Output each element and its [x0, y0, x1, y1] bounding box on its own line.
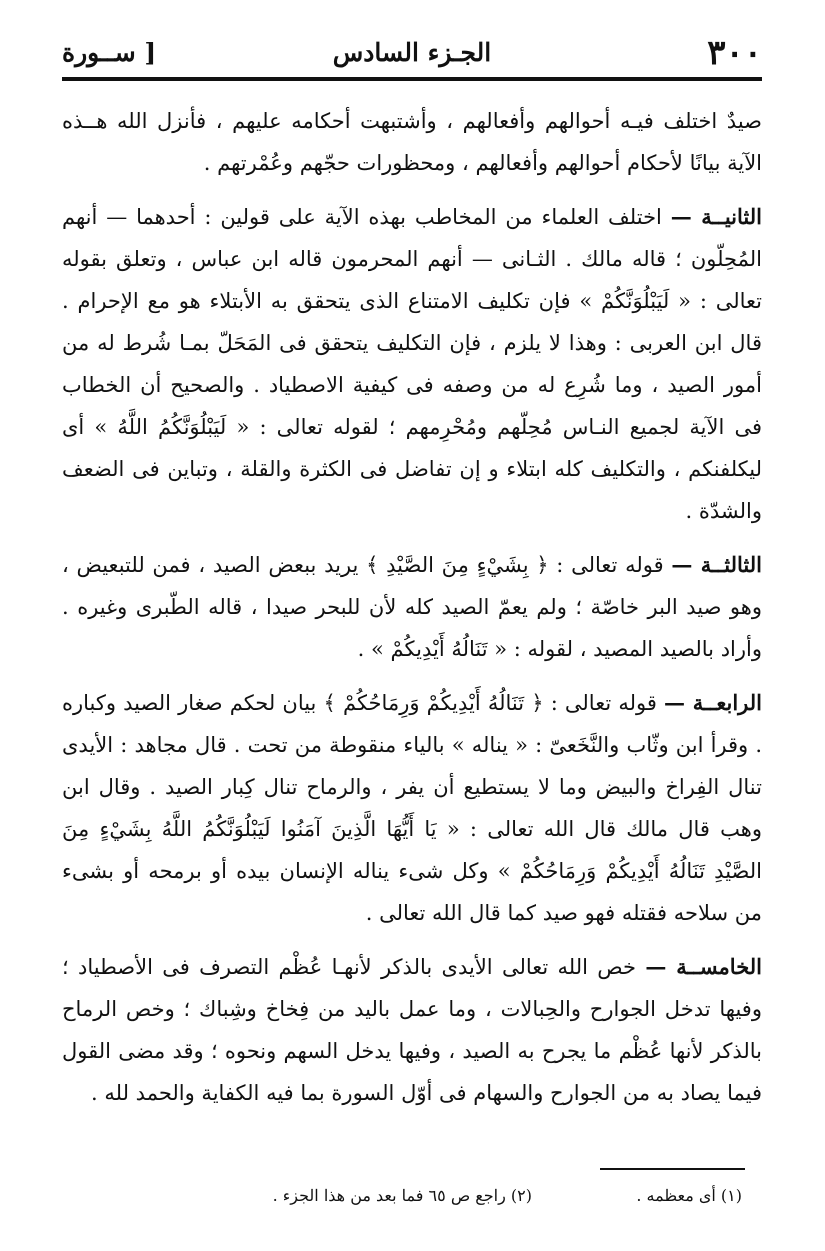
- footnote-divider: [600, 1168, 745, 1170]
- section-heading: الرابعــة —: [664, 690, 762, 715]
- paragraph-text: قوله تعالى : ﴿ تَنَالُهُ أَيْدِيكُمْ وَرِمَاحُكُمْ ﴾ بيان لحكم صغار الصيد وكباره . وقرأ ابن وثّاب والنَّخَعىّ : « يناله » بالياء منقوطة من تحت . قال مجاهد : الأيدى تنال الفِراخ والبيض وما لا يستطيع أن يفر ، والرماح تنال كِبار الصيد . وقال ابن وهب قال مالك قال الله تعالى : « يَا أَيُّهَا الَّذِينَ آمَنُوا لَيَبْلُوَنَّكُمُ اللَّهُ بِشَيْءٍ مِنَ الصَّيْدِ تَنَالُهُ أَيْدِيكُمْ وَرِمَاحُكُمْ » وكل شىء يناله الإنسان بيده أو برمحه أو بشىء من سلاحه فقتله فهو صيد كما قال الله تعالى .: [62, 691, 762, 925]
- body-text: [62, 100, 762, 1126]
- paragraph-second: [62, 196, 762, 532]
- paragraph-text: خص الله تعالى الأيدى بالذكر لأنهـا عُظْم التصرف فى الأصطياد ؛ وفيها تدخل الجوارح والحِبالات ، وما عمل باليد من فِخاخ وشِباك ؛ وخص الرماح بالذكر لأنها عُظْم ما يجرح به الصيد ، وفيها يدخل السهم ونحوه ؛ وقد مضى القول فيما يصاد به من الجوارح والسهام فى أوّل السورة بما فيه الكفاية والحمد لله .: [62, 955, 762, 1105]
- footnote-1: (١) أى معظمه .: [636, 1186, 742, 1205]
- paragraph-fourth: [62, 682, 762, 934]
- footnotes: [62, 1178, 742, 1218]
- section-heading: الثانيــة —: [670, 204, 762, 229]
- page-header: [62, 30, 762, 76]
- paragraph-text: صيدٌ اختلف فيـه أحوالهم وأفعالهم ، وأشتبهت أحكامه عليهم ، فأنزل الله هــذه الآية بيانًا لأحكام أحوالهم وأفعالهم ، ومحظورات حجّهم وعُمْرتهم .: [62, 109, 762, 175]
- paragraph-text: اختلف العلماء من المخاطب بهذه الآية على قولين : أحدهما — أنهم المُحِلّون ؛ قاله مالك . الثـانى — أنهم المحرمون قاله ابن عباس ، وتعلق بقوله تعالى : « لَيَبْلُوَنَّكُمْ » فإن تكليف الامتناع الذى يتحقق به الأبتلاء هو مع الإحرام . قال ابن العربى : وهذا لا يلزم ، فإن التكليف يتحقق فى المَحَلّ بمـا شُرط له من أمور الصيد ، وما شُرِع له من وصفه فى كيفية الاصطياد . والصحيح أن الخطاب فى الآية لجميع النـاس مُحِلّهم ومُحْرِمهم ؛ لقوله تعالى : « لَيَبْلُوَنَّكُمُ اللَّهُ » أى ليكلفنكم ، والتكليف كله ابتلاء و إن تفاضل فى الكثرة والقلة ، وتباين فى الضعف والشدّة .: [62, 205, 762, 523]
- header-divider: [62, 77, 762, 81]
- page-number: ٣٠٠: [707, 33, 762, 73]
- running-title: الجـزء السادس: [332, 38, 492, 67]
- section-heading: الخامســة —: [645, 954, 762, 979]
- paragraph-text: قوله تعالى : ﴿ بِشَيْءٍ مِنَ الصَّيْدِ ﴾ يريد ببعض الصيد ، فمن للتبعيض ، وهو صيد البر خاصّة ؛ ولم يعمّ الصيد كله لأن للبحر صيدا ، قاله الطّبرى وغيره . وأراد بالصيد المصيد ، لقوله : « تَنَالُهُ أَيْدِيكُمْ » .: [62, 553, 762, 661]
- section-heading: الثالثــة —: [671, 552, 762, 577]
- paragraph-third: [62, 544, 762, 670]
- paragraph-fifth: [62, 946, 762, 1114]
- surah-label: [ ســورة: [62, 38, 157, 67]
- paragraph-intro: [62, 100, 762, 184]
- footnote-2: (٢) راجع ص ٦٥ فما بعد من هذا الجزء .: [272, 1186, 532, 1205]
